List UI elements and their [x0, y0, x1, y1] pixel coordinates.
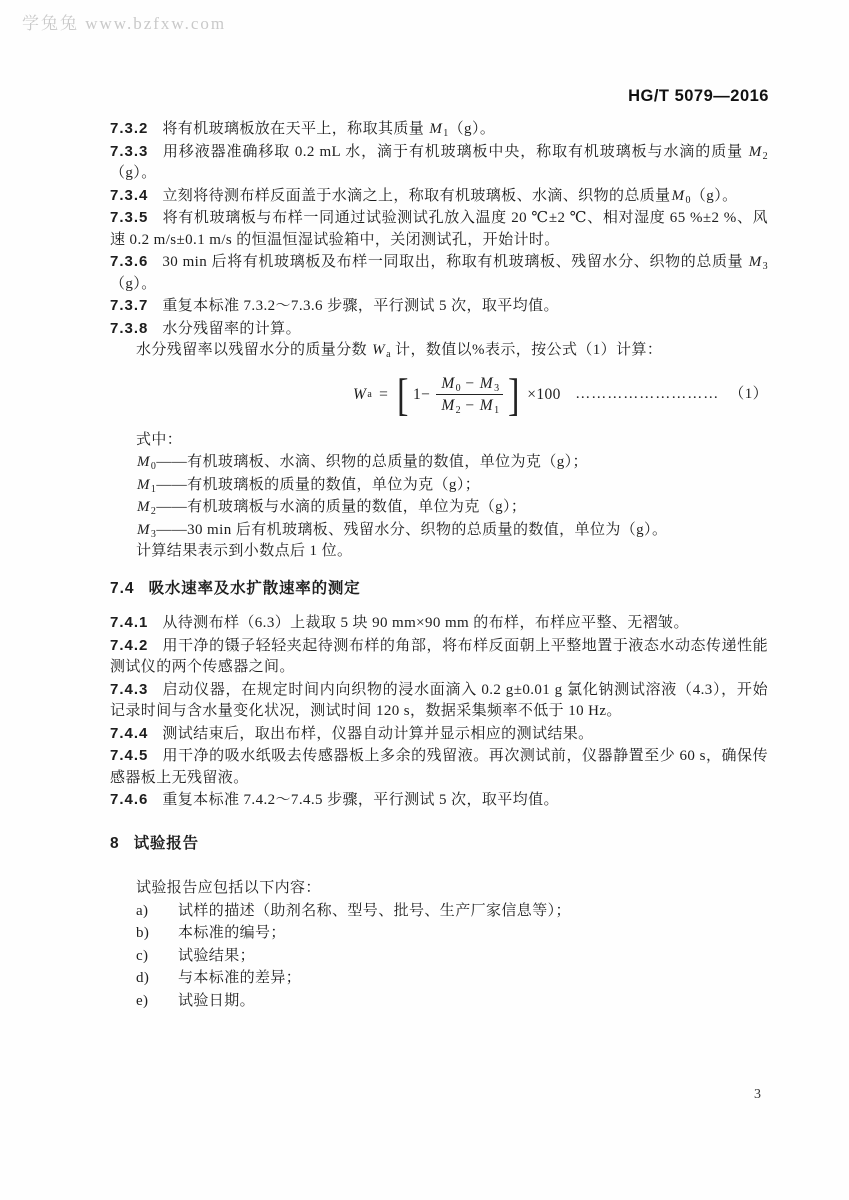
- list-marker: c): [136, 947, 149, 964]
- equation-number: （1）: [729, 385, 768, 402]
- math-variable: M: [479, 375, 494, 392]
- math-subscript: 0: [685, 194, 691, 206]
- text-run: 与本标准的差异；: [178, 970, 302, 986]
- list-item-c: [136, 945, 768, 968]
- formula-multiplier: ×100: [527, 385, 561, 403]
- text-run: （g）。: [690, 187, 738, 204]
- text-run: 本标准的编号；: [178, 925, 286, 941]
- clause-text: [162, 615, 688, 631]
- list-marker: b): [136, 925, 150, 941]
- clause-number: 7.4: [110, 579, 135, 597]
- math-variable: M: [479, 397, 494, 414]
- clause-7.3.6: [110, 251, 768, 295]
- text-run: ——有机玻璃板的质量的数值，单位为克（g）；: [156, 476, 481, 493]
- list-marker: e): [136, 992, 149, 1009]
- clause-text: [110, 210, 768, 248]
- list-marker: a): [136, 902, 149, 919]
- clause-text: [162, 321, 301, 337]
- symbol-definition: [136, 496, 768, 519]
- clause-text: [110, 682, 768, 720]
- clause-7.4.6: [110, 789, 768, 812]
- math-variable: M: [137, 499, 150, 515]
- clause-text: [110, 638, 768, 676]
- symbol-definition: [136, 451, 768, 474]
- text-run: −: [461, 375, 479, 392]
- math-subscript: 3: [762, 261, 768, 272]
- clause-text: [162, 298, 559, 314]
- math-variable: M: [441, 397, 455, 414]
- clause-7.4.5: [110, 745, 768, 789]
- list-item-d: [136, 967, 768, 990]
- text-run: 测试结束后，取出布样，仪器自动计算并显示相应的测试结果。: [162, 725, 594, 742]
- math-variable: M: [441, 375, 455, 392]
- text-run: 用干净的吸水纸吸去传感器板上多余的残留液。再次测试前，仪器静置至少 60 s，确保传感器板上无残留液。: [110, 748, 768, 786]
- text-run: 水分残留率以残留水分的质量分数: [136, 342, 372, 358]
- list-item-b: [136, 922, 768, 945]
- formula-term: 1−: [413, 385, 431, 403]
- dot-leader: ………………………: [575, 385, 720, 402]
- list-item-a: [136, 900, 768, 923]
- clause-7.4.3: [110, 679, 768, 723]
- clause-text: [162, 792, 559, 808]
- clause-number: 7.3.6: [110, 253, 149, 270]
- list-item-text: [178, 993, 255, 1009]
- text-run: ——30 min 后有机玻璃板、残留水分、织物的总质量的数值，单位为（g）。: [156, 521, 668, 538]
- text-run: −: [461, 397, 479, 414]
- clause-text: [149, 580, 361, 597]
- clause-text: [110, 254, 768, 292]
- math-subscript: 0: [455, 383, 462, 394]
- clause-7.4.2: [110, 635, 768, 679]
- section-heading-8: [110, 833, 768, 855]
- clause-text: [162, 188, 737, 204]
- list-item-text: [178, 970, 301, 986]
- text-run: 试验报告应包括以下内容：: [136, 880, 321, 896]
- clause-text: [134, 835, 199, 852]
- text-run: 用移液器准确移取 0.2 mL 水，滴于有机玻璃板中央，称取有机玻璃板与水滴的质量: [162, 143, 748, 160]
- text-run: 将有机玻璃板放在天平上，称取其质量: [162, 121, 429, 137]
- math-variable: M: [748, 143, 762, 160]
- clause-7.3.4: [110, 185, 768, 208]
- clause-7.4.1: [110, 612, 768, 635]
- text-run: （g）。: [448, 121, 496, 137]
- fraction: [436, 373, 503, 416]
- list-item-e: [136, 990, 768, 1013]
- text-run: 计算结果表示到小数点后 1 位。: [136, 543, 353, 559]
- page-number: 3: [754, 1087, 761, 1102]
- clause-number: 7.4.4: [110, 724, 149, 742]
- math-variable: W: [372, 342, 386, 358]
- text-run: 将有机玻璃板与布样一同通过试验测试孔放入温度 20 ℃±2 ℃、相对湿度 65 %±2 %、风速 0.2 m/s±0.1 m/s 的恒温恒湿试验箱中，关闭测试孔，开始计时。: [110, 210, 768, 248]
- text-run: 试验日期。: [178, 992, 256, 1009]
- math-variable: W: [353, 385, 367, 403]
- clause-text: [162, 121, 495, 137]
- text-run: 从待测布样（6.3）上裁取 5 块 90 mm×90 mm 的布样，布样应平整、无褶皱。: [162, 615, 689, 631]
- text-run: 30 min 后将有机玻璃板及布样一同取出，称取有机玻璃板、残留水分、织物的总质量: [162, 254, 748, 270]
- math-variable: M: [137, 521, 150, 538]
- text-run: ——有机玻璃板、水滴、织物的总质量的数值，单位为克（g）；: [156, 454, 588, 470]
- clause-text: [110, 748, 768, 786]
- math-subscript: 0: [150, 461, 157, 472]
- text-run: （g）。: [110, 275, 157, 292]
- text-run: 用干净的镊子轻轻夹起待测布样的角部，将布样反面朝上平整地置于液态水动态传递性能测试仪的两个传感器之间。: [110, 637, 768, 675]
- fraction-numerator: [436, 373, 503, 394]
- math-variable: M: [137, 476, 150, 493]
- list-item-text: [178, 925, 286, 941]
- text-run: 试样的描述（助剂名称、型号、批号、生产厂家信息等）；: [178, 902, 571, 919]
- paragraph: [110, 878, 768, 900]
- math-variable: M: [671, 187, 685, 204]
- clause-7.3.3: [110, 141, 768, 185]
- equation-1: W a = [ 1− $\frac{M_0 - M_3}{M_2 - M_1}$ ] ×100: [353, 368, 561, 420]
- clause-number: 7.4.2: [110, 636, 149, 654]
- clause-number: 7.3.7: [110, 297, 149, 314]
- clause-7.3.7: [110, 295, 768, 318]
- clause-number: 7.3.3: [110, 142, 149, 160]
- text-run: 式中：: [136, 431, 183, 448]
- paragraph: [110, 541, 768, 563]
- text-run: 立刻将待测布样反面盖于水滴之上，称取有机玻璃板、水滴、织物的总质量: [162, 187, 671, 204]
- clause-7.3.5: [110, 207, 768, 251]
- standard-number-header: HG/T 5079—2016: [628, 87, 769, 105]
- clause-number: 7.3.8: [110, 319, 149, 337]
- paragraph: [110, 430, 768, 452]
- math-variable: M: [137, 454, 150, 470]
- text-run: 启动仪器，在规定时间内向织物的浸水面滴入 0.2 g±0.01 g 氯化钠测试溶液（4.3），开始记录时间与含水量变化状况，测试时间 120 s，数据采集频率不低于 10 Hz。: [110, 681, 768, 719]
- paragraph: [110, 340, 768, 362]
- clause-number: 7.4.1: [110, 614, 149, 631]
- math-variable: M: [429, 121, 443, 137]
- symbol-definition: [136, 519, 768, 542]
- math-subscript: 1: [443, 128, 449, 139]
- list-item-text: [178, 948, 255, 964]
- math-subscript: 2: [455, 405, 462, 416]
- text-run: （g）。: [110, 165, 157, 181]
- math-subscript: 3: [150, 528, 157, 540]
- math-subscript: 2: [150, 506, 157, 517]
- open-bracket: [: [397, 368, 410, 420]
- clause-number: 7.4.3: [110, 680, 149, 698]
- math-subscript: 1: [150, 483, 157, 495]
- clause-7.3.2: [110, 118, 768, 141]
- text-run: 重复本标准 7.3.2～7.3.6 步骤，平行测试 5 次，取平均值。: [162, 298, 559, 314]
- document-body: [110, 118, 768, 1012]
- math-subscript: 2: [762, 150, 768, 162]
- clause-number: 7.4.6: [110, 791, 149, 808]
- text-run: 重复本标准 7.4.2～7.4.5 步骤，平行测试 5 次，取平均值。: [162, 792, 559, 808]
- clause-number: 7.4.5: [110, 747, 149, 764]
- text-run: 计，数值以%表示，按公式（1）计算：: [390, 342, 663, 358]
- clause-number: 7.3.4: [110, 186, 149, 204]
- clause-text: [110, 144, 768, 182]
- clause-7.4.4: [110, 723, 768, 746]
- clause-number: 8: [110, 834, 120, 852]
- clause-7.3.8: [110, 318, 768, 341]
- text-run: 水分残留率的计算。: [162, 320, 301, 337]
- text-run: 试验报告: [133, 834, 199, 852]
- math-subscript: 3: [494, 383, 500, 394]
- watermark-text: 学兔兔 www.bzfxw.com: [22, 14, 227, 33]
- math-subscript: a: [386, 349, 391, 360]
- close-bracket: ]: [508, 368, 521, 420]
- symbol-definition: [136, 474, 768, 497]
- section-heading-7.4: [110, 578, 768, 600]
- equation-row: [110, 369, 768, 421]
- list-item-text: [178, 903, 571, 919]
- fraction-denominator: [436, 394, 503, 416]
- text-run: 试验结果；: [178, 947, 256, 964]
- text-run: 吸水速率及水扩散速率的测定: [148, 579, 361, 597]
- clause-text: [162, 726, 593, 742]
- clause-number: 7.3.2: [110, 120, 149, 137]
- equals-sign: =: [379, 385, 389, 403]
- text-run: ——有机玻璃板与水滴的质量的数值，单位为克（g）；: [156, 499, 527, 515]
- math-subscript: 1: [494, 405, 500, 416]
- math-variable: M: [748, 254, 762, 270]
- clause-number: 7.3.5: [110, 209, 149, 226]
- list-marker: d): [136, 970, 150, 986]
